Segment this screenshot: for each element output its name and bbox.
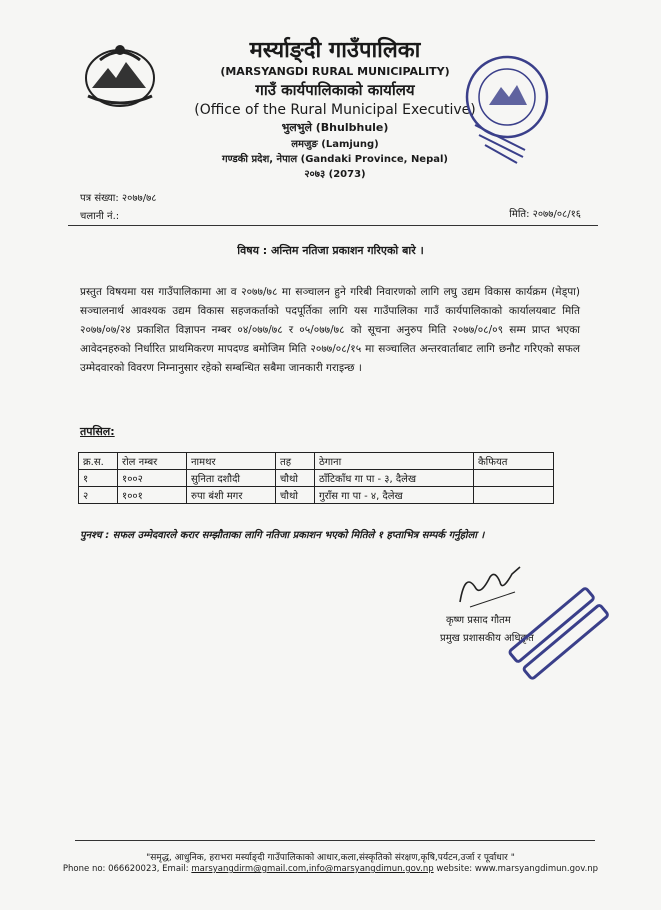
website-link[interactable]: www.marsyangdimun.gov.np xyxy=(474,864,599,874)
province: गण्डकी प्रदेश, नेपाल (Gandaki Province, Nepal) xyxy=(222,154,448,165)
subject-line: विषय : अन्तिम नतिजा प्रकाशन गरिएको बारे । xyxy=(237,244,424,257)
header-divider xyxy=(68,225,598,226)
website-label: website: xyxy=(433,864,475,874)
col-address: ठेगाना xyxy=(315,453,474,470)
district: लमजुङ (Lamjung) xyxy=(291,139,379,150)
letter-number: पत्र संख्या: २०७७/७८ xyxy=(80,193,157,204)
col-name: नामथर xyxy=(187,453,276,470)
cell: रुपा बंशी मगर xyxy=(187,487,276,504)
footer-motto: "समृद्ध, आधुनिक, हराभरा मर्स्याङ्दी गाउँपालिकाको आधार,कला,संस्कृतिको संरक्षण,कृषि,पर्यटन,उर्जा र पूर्वाधार " xyxy=(146,853,515,863)
letterhead xyxy=(190,38,480,180)
email-link[interactable]: marsyangdirm@gmail.com,info@marsyangdimun.gov.np xyxy=(191,864,434,874)
letter-date: मिति: २०७७/०८/१६ xyxy=(509,209,581,220)
phone-text: Phone no: 066620023, Email: xyxy=(62,864,192,874)
cell: सुनिता दशौदी xyxy=(187,470,276,487)
col-roll: रोल नम्बर xyxy=(118,453,187,470)
table-row xyxy=(79,470,554,487)
municipality-name-en: (MARSYANGDI RURAL MUNICIPALITY) xyxy=(220,65,450,78)
cell xyxy=(474,470,554,487)
footer-contact xyxy=(0,864,661,874)
details-heading: तपसिल: xyxy=(80,425,115,438)
signatory-name: कृष्ण प्रसाद गौतम xyxy=(446,615,511,626)
office-name-en: (Office of the Rural Municipal Executive) xyxy=(194,102,476,118)
nepal-emblem-logo-icon xyxy=(80,40,160,110)
table-row xyxy=(79,487,554,504)
office-seal-stamp-icon xyxy=(455,45,560,170)
dispatch-number: चलानी नं.: xyxy=(80,211,120,222)
cell: चौथो xyxy=(276,487,315,504)
cell: चौथो xyxy=(276,470,315,487)
cell: १ xyxy=(79,470,118,487)
col-level: तह xyxy=(276,453,315,470)
round-stamp-icon xyxy=(495,575,625,695)
cell: ठाँटिकाँध गा पा - ३, दैलेख xyxy=(315,470,474,487)
postscript-note: पुनश्च : सफल उम्मेदवारले करार सम्झौताका लागि नतिजा प्रकाशन भएको मितिले १ हप्ताभित्र सम्पर्क गर्नुहोला । xyxy=(80,530,485,541)
signatory-title: प्रमुख प्रशासकीय अधिकृत xyxy=(440,633,534,644)
office-name-np: गाउँ कार्यपालिकाको कार्यालय xyxy=(255,81,415,99)
results-table xyxy=(78,452,554,504)
municipality-name-np: मर्स्याङ्दी गाउँपालिका xyxy=(249,38,421,63)
table-header-row xyxy=(79,453,554,470)
footer-divider xyxy=(75,840,595,841)
cell: गुराँस गा पा - ४, दैलेख xyxy=(315,487,474,504)
cell xyxy=(474,487,554,504)
cell: २ xyxy=(79,487,118,504)
place: भुलभुले (Bhulbhule) xyxy=(281,121,389,134)
body-paragraph: प्रस्तुत विषयमा यस गाउँपालिकामा आ व २०७७/७८ मा सञ्चालन हुने गरिबी निवारणको लागि लघु उद्यम विकास कार्यक्रम (मेड्पा) सञ्चालनार्थ आवश्यक उद्यम विकास सहजकर्ताको पदपूर्तिका लागि यस गाउँपालिका गाउँ कार्यपालिकाको कार्यालयबाट मिति २०७७/०७/२४ प्रकाशित विज्ञापन नम्बर ०४/०७७/७८ र ०५/०७७/७८ को सूचना अनुरुप मिति २०७७/०८/०९ सम्म प्राप्त भएका आवेदनहरुको निर्धारित प्राथमिकरण मापदण्ड बमोजिम मिति २०७७/०८/१५ मा सञ्चालित अन्तरवार्ताबाट लागि छनौट गरिएको सफल उम्मेदवारको विवरण निम्नानुसार रहेको सम्बन्धित सबैमा जानकारी गराइन्छ । xyxy=(80,286,580,374)
cell: १००२ xyxy=(118,470,187,487)
established-year: २०७३ (2073) xyxy=(304,169,366,180)
col-remarks: कैफियत xyxy=(474,453,554,470)
cell: १००१ xyxy=(118,487,187,504)
col-sn: क्र.स. xyxy=(79,453,118,470)
